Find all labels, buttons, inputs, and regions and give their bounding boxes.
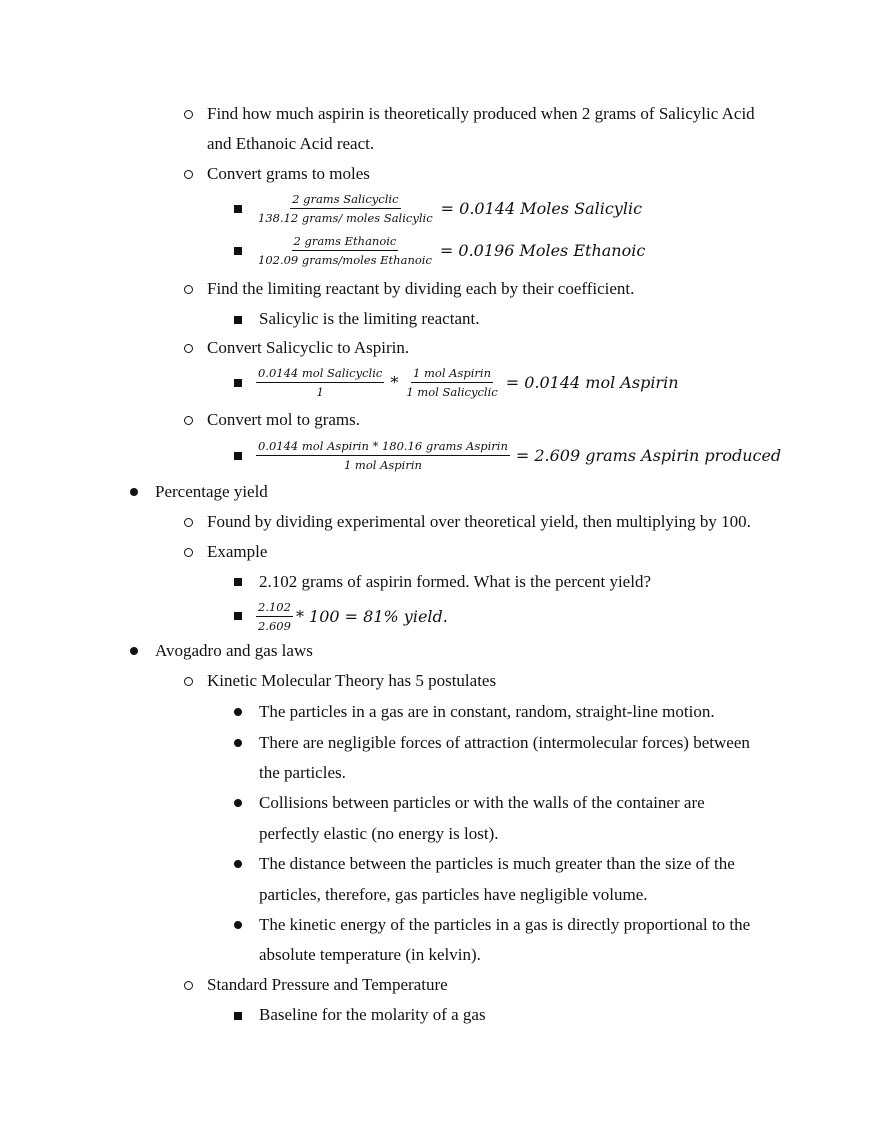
fraction-numerator: 1 mol Aspirin — [411, 366, 493, 383]
circle-bullet-icon — [184, 416, 193, 425]
list-item-text: Found by dividing experimental over theoretical yield, then multiplying by 100. — [207, 512, 751, 531]
postulate-text: There are negligible forces of attraction (intermolecular forces) between — [259, 733, 750, 752]
circle-bullet-icon — [184, 981, 193, 990]
list-item-text: Salicylic is the limiting reactant. — [259, 309, 480, 328]
square-bullet-icon — [234, 379, 242, 387]
list-item-text: Convert Salicyclic to Aspirin. — [207, 338, 410, 357]
fraction-numerator: 0.0144 mol Aspirin * 180.16 grams Aspirin — [256, 439, 510, 456]
section-heading: Percentage yield — [155, 482, 268, 501]
equation-ethanoic-moles — [256, 234, 645, 267]
equation-aspirin-grams — [256, 439, 781, 472]
list-item-text: and Ethanoic Acid react. — [207, 134, 375, 153]
postulate-text: particles, therefore, gas particles have negligible volume. — [259, 885, 648, 904]
circle-bullet-icon — [184, 518, 193, 527]
multiply-operator: * — [390, 372, 399, 392]
equation-result: = 0.0144 Moles Salicylic — [440, 198, 643, 218]
fraction-numerator: 2 grams Salicyclic — [290, 192, 400, 209]
square-bullet-icon — [234, 612, 242, 620]
bullet-icon — [130, 647, 138, 655]
list-item-text: Convert grams to moles — [207, 164, 370, 183]
fraction-denominator: 2.609 — [258, 619, 291, 633]
fraction-denominator: 1 mol Salicyclic — [406, 385, 498, 399]
postulate-text: The kinetic energy of the particles in a gas is directly proportional to the — [259, 915, 751, 934]
equation-result: = 0.0196 Moles Ethanoic — [439, 240, 646, 260]
list-item-text: Baseline for the molarity of a gas — [259, 1005, 486, 1024]
fraction-numerator: 0.0144 mol Salicyclic — [256, 366, 384, 383]
list-item-text: Example — [207, 542, 268, 561]
circle-bullet-icon — [184, 548, 193, 557]
list-item-text: Standard Pressure and Temperature — [207, 975, 448, 994]
bullet-icon — [234, 708, 242, 716]
square-bullet-icon — [234, 316, 242, 324]
equation-salicylic-moles — [256, 192, 642, 225]
postulate-text: perfectly elastic (no energy is lost). — [259, 824, 499, 843]
bullet-icon — [234, 799, 242, 807]
section-heading: Avogadro and gas laws — [155, 641, 313, 660]
fraction-numerator: 2.102 — [256, 600, 293, 617]
list-item-text: Find how much aspirin is theoretically produced when 2 grams of Salicylic Acid — [207, 104, 755, 123]
circle-bullet-icon — [184, 677, 193, 686]
bullet-icon — [234, 739, 242, 747]
square-bullet-icon — [234, 452, 242, 460]
equation-result: = 2.609 grams Aspirin produced — [515, 445, 782, 465]
circle-bullet-icon — [184, 110, 193, 119]
list-item-text: Find the limiting reactant by dividing each by their coefficient. — [207, 279, 635, 298]
postulate-text: The particles in a gas are in constant, random, straight-line motion. — [259, 702, 715, 721]
circle-bullet-icon — [184, 170, 193, 179]
postulate-text: Collisions between particles or with the walls of the container are — [259, 793, 705, 812]
postulate-text: the particles. — [259, 763, 346, 782]
postulate-text: absolute temperature (in kelvin). — [259, 945, 481, 964]
postulate-text: The distance between the particles is much greater than the size of the — [259, 854, 735, 873]
list-item-text: 2.102 grams of aspirin formed. What is the percent yield? — [259, 572, 651, 591]
square-bullet-icon — [234, 1012, 242, 1020]
square-bullet-icon — [234, 205, 242, 213]
square-bullet-icon — [234, 247, 242, 255]
equation-result: * 100 = 81% yield. — [295, 606, 448, 626]
fraction-denominator: 138.12 grams/ moles Salicylic — [258, 211, 433, 225]
bullet-icon — [234, 921, 242, 929]
list-item-text: Kinetic Molecular Theory has 5 postulates — [207, 671, 497, 690]
fraction-denominator: 102.09 grams/moles Ethanoic — [258, 253, 432, 267]
list-item-text: Convert mol to grams. — [207, 410, 360, 429]
equation-aspirin-moles — [256, 366, 679, 399]
square-bullet-icon — [234, 578, 242, 586]
fraction-denominator: 1 mol Aspirin — [343, 458, 422, 472]
fraction-numerator: 2 grams Ethanoic — [292, 234, 399, 251]
fraction-denominator: 1 — [316, 385, 324, 399]
equation-result: = 0.0144 mol Aspirin — [505, 372, 679, 392]
bullet-icon — [234, 860, 242, 868]
circle-bullet-icon — [184, 344, 193, 353]
circle-bullet-icon — [184, 285, 193, 294]
bullet-icon — [130, 488, 138, 496]
equation-percent-yield — [256, 600, 448, 633]
